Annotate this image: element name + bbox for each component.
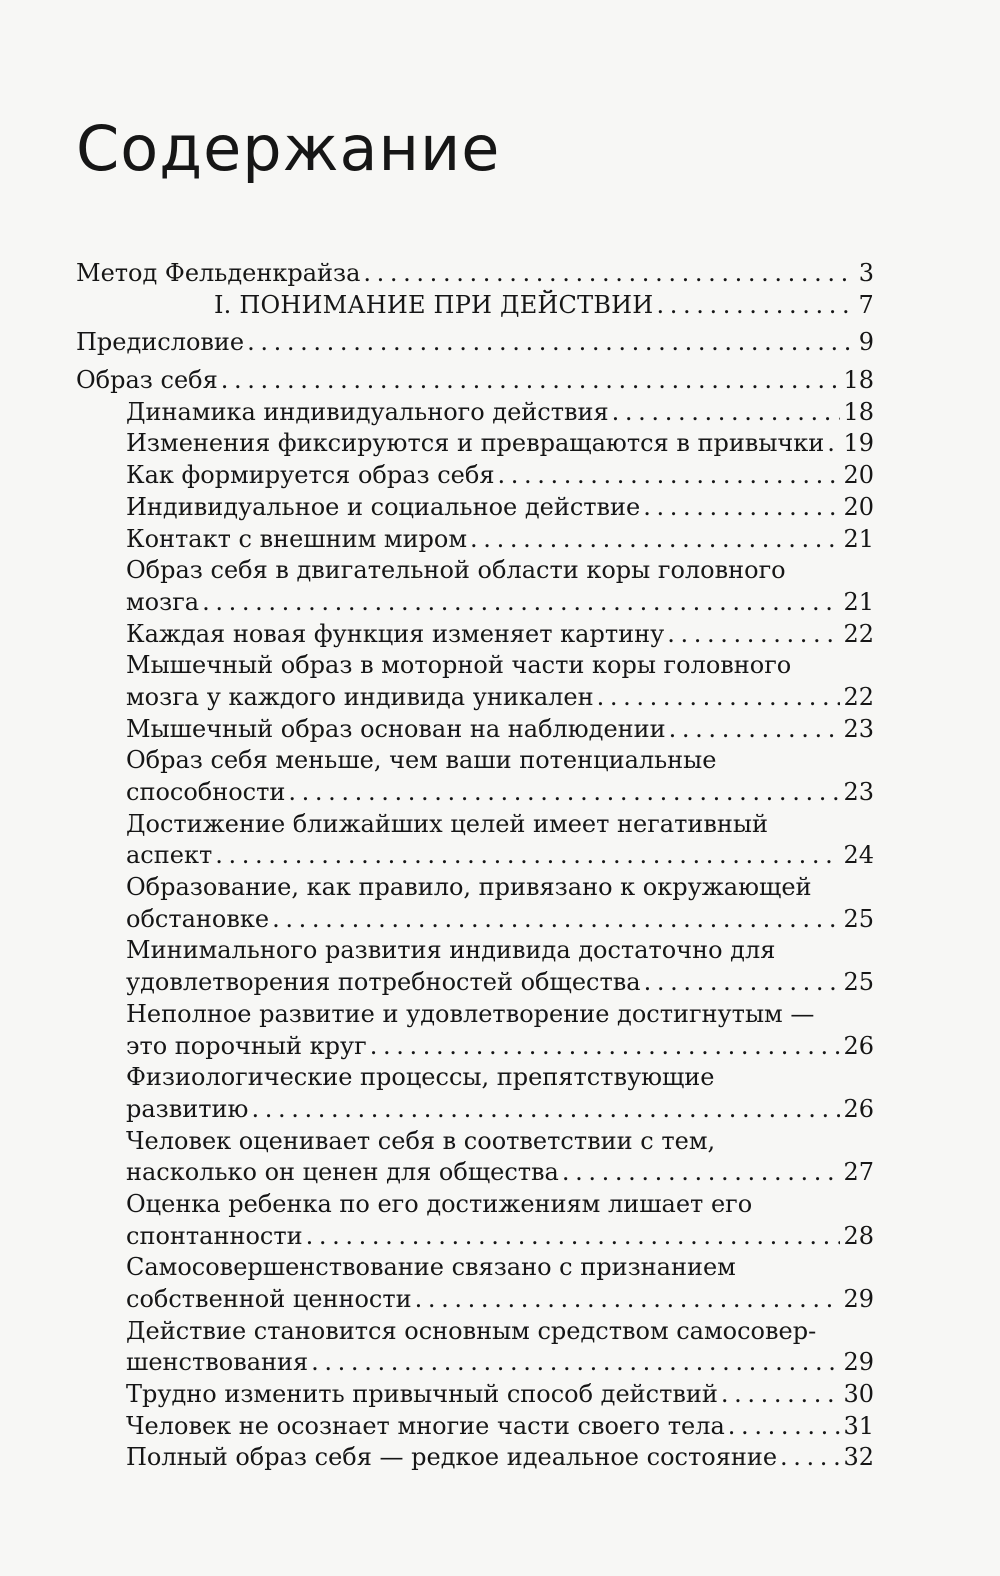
toc-subentry <box>76 745 874 808</box>
toc-page-number: 29 <box>843 1285 874 1313</box>
toc-entry <box>76 258 874 290</box>
dot-leader <box>370 1031 841 1063</box>
dot-leader <box>612 397 841 429</box>
toc-subentry <box>76 1379 874 1411</box>
toc-entry-text: Каждая новая функция изменяет картину <box>126 619 665 648</box>
dot-leader <box>288 777 840 809</box>
toc-subentry <box>76 492 874 524</box>
toc-page-number: 20 <box>843 461 874 490</box>
toc-entry-text: насколько он ценен для общества <box>126 1158 559 1187</box>
toc-entry-text: Изменения фиксируются и превращаются в привычки <box>126 429 825 458</box>
toc-entry-text: I. ПОНИМАНИЕ ПРИ ДЕЙСТВИИ <box>214 290 654 319</box>
toc-entry-text: спонтанности <box>126 1221 303 1250</box>
toc-entry-text: Контакт с внешним миром <box>126 524 468 553</box>
toc-subentry <box>76 1062 874 1125</box>
toc-entry-text: Полный образ себя — редкое идеальное состояние <box>126 1443 778 1472</box>
dot-leader <box>363 258 855 290</box>
toc-entry-text: мозга у каждого индивида уникален <box>126 682 594 711</box>
toc-page-number: 21 <box>843 587 874 616</box>
toc-page-number: 9 <box>858 328 874 357</box>
dot-leader <box>470 524 840 556</box>
toc-page-number: 22 <box>843 682 874 711</box>
toc-page-number: 27 <box>843 1158 874 1187</box>
toc-subentry <box>76 650 874 713</box>
toc-entry-text: Как формируется образ себя <box>126 461 495 490</box>
toc-page-number: 20 <box>843 492 874 521</box>
toc-page-number: 3 <box>858 259 874 287</box>
dot-leader <box>306 1221 841 1253</box>
toc-entry-text: Мышечный образ основан на наблюдении <box>126 714 666 743</box>
dot-leader <box>644 967 841 999</box>
toc-page-number: 22 <box>843 619 874 648</box>
toc-entry-text: развитию <box>126 1094 249 1123</box>
toc-page-number: 21 <box>843 524 874 553</box>
toc-page-number: 18 <box>843 366 874 395</box>
toc-entry-first-line: Действие становится основным средством самосовер- <box>126 1316 817 1345</box>
toc-subentry <box>76 619 874 651</box>
toc-page-number: 26 <box>843 1031 874 1060</box>
dot-leader <box>497 460 840 492</box>
toc-subentry <box>76 714 874 746</box>
toc-entry-first-line: Достижение ближайших целей имеет негативный <box>126 809 768 838</box>
toc-entry-first-line: Образование, как правило, привязано к окружающей <box>126 873 812 902</box>
dot-leader <box>669 714 841 746</box>
toc-subentry <box>76 1252 874 1315</box>
toc-page-number: 30 <box>843 1380 874 1409</box>
toc-subentry <box>76 1126 874 1189</box>
dot-leader <box>415 1284 841 1316</box>
toc-entry-text: обстановке <box>126 904 270 933</box>
dot-leader <box>311 1347 840 1379</box>
toc-section-heading <box>76 290 874 322</box>
toc-entry-first-line: Самосовершенствование связано с признанием <box>126 1253 736 1282</box>
dot-leader <box>215 840 840 872</box>
toc-page-number: 7 <box>858 290 874 319</box>
toc-entry-first-line: Оценка ребенка по его достижениям лишает его <box>126 1189 753 1218</box>
toc-entry-first-line: Человек оценивает себя в соответствии с тем, <box>126 1126 716 1155</box>
toc-page-number: 25 <box>843 968 874 997</box>
toc-page-number: 28 <box>843 1221 874 1250</box>
toc-entry-text: это порочный круг <box>126 1031 367 1060</box>
toc-entry-text: собственной ценности <box>126 1285 412 1313</box>
toc-entry-text: Динамика индивидуального действия <box>126 397 609 426</box>
dot-leader <box>667 619 840 651</box>
toc-entry <box>76 327 874 359</box>
toc-entry-text: Предисловие <box>76 328 245 357</box>
dot-leader <box>221 365 841 397</box>
toc-entry-first-line: Физиологические процессы, препятствующие <box>126 1063 715 1092</box>
toc-subentry <box>76 555 874 618</box>
toc-entry-first-line: Неполное развитие и удовлетворение достигнутым — <box>126 999 815 1028</box>
toc-entry-text: шенствования <box>126 1348 309 1377</box>
toc-entry-text: Метод Фельденкрайза <box>76 259 361 287</box>
toc-subentry <box>76 460 874 492</box>
toc-entry-text: мозга <box>126 587 200 616</box>
toc-page-number: 23 <box>843 714 874 743</box>
toc-page-number: 26 <box>843 1094 874 1123</box>
dot-leader <box>272 904 840 936</box>
dot-leader <box>656 290 855 322</box>
toc-subentry <box>76 809 874 872</box>
toc-page-number: 18 <box>843 397 874 426</box>
toc-page-number: 25 <box>843 904 874 933</box>
toc-entry-text: аспект <box>126 841 213 870</box>
toc-entry-text: удовлетворения потребностей общества <box>126 968 641 997</box>
toc-entry-first-line: Минимального развития индивида достаточно для <box>126 936 776 965</box>
toc-page-number: 19 <box>843 429 874 458</box>
toc-page-number: 29 <box>843 1348 874 1377</box>
toc-subentry <box>76 1316 874 1379</box>
toc-entry <box>76 365 874 397</box>
toc-page-number: 31 <box>843 1411 874 1440</box>
toc-entry-text: Человек не осознает многие части своего тела <box>126 1411 725 1440</box>
toc-entry-first-line: Образ себя меньше, чем ваши потенциальные <box>126 746 717 775</box>
toc-entry-text: способности <box>126 778 286 806</box>
toc-entry-text: Индивидуальное и социальное действие <box>126 492 641 521</box>
dot-leader <box>562 1157 841 1189</box>
dot-leader <box>827 428 840 460</box>
dot-leader <box>251 1094 840 1126</box>
toc-subentry <box>76 428 874 460</box>
dot-leader <box>202 587 840 619</box>
toc-entry-first-line: Образ себя в двигательной области коры головного <box>126 556 786 585</box>
toc-subentry <box>76 1442 874 1474</box>
toc-subentry <box>76 999 874 1062</box>
dot-leader <box>780 1442 840 1474</box>
dot-leader <box>597 682 841 714</box>
toc-subentry <box>76 1411 874 1443</box>
toc-subentry <box>76 872 874 935</box>
toc-page-number: 23 <box>843 778 874 806</box>
page-title: Содержание <box>76 112 501 185</box>
toc-subentry <box>76 935 874 998</box>
toc-entry-text: Образ себя <box>76 366 218 395</box>
dot-leader <box>728 1411 841 1443</box>
toc-subentry <box>76 524 874 556</box>
toc-entry-first-line: Мышечный образ в моторной части коры головного <box>126 651 792 680</box>
toc-entry-text: Трудно изменить привычный способ действий <box>126 1380 718 1409</box>
toc-subentry <box>76 397 874 429</box>
toc-subentry <box>76 1189 874 1252</box>
toc-page-number: 32 <box>843 1443 874 1472</box>
dot-leader <box>721 1379 841 1411</box>
toc-page-number: 24 <box>843 841 874 870</box>
table-of-contents <box>76 258 874 1474</box>
dot-leader <box>643 492 840 524</box>
dot-leader <box>247 327 856 359</box>
